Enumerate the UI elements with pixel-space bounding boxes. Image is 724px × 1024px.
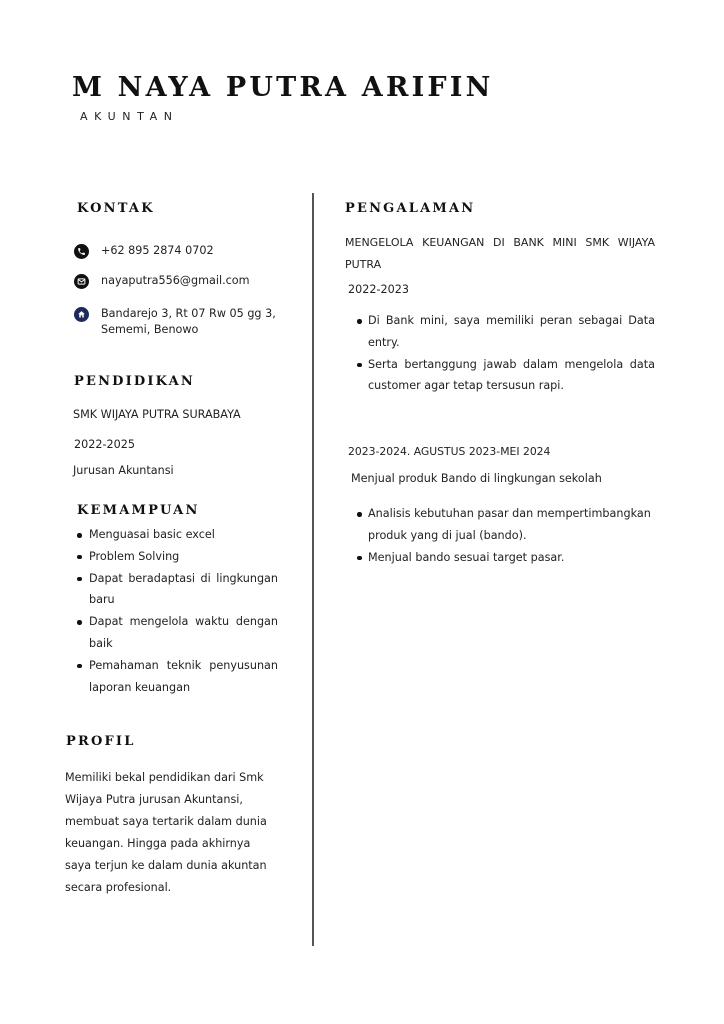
- profile-line: keuangan. Hingga pada akhirnya: [65, 837, 251, 850]
- profile-line: secara profesional.: [65, 881, 172, 894]
- bullet-icon: [77, 620, 82, 625]
- skills-list: [89, 524, 278, 698]
- skill-item: Dapat mengelola waktu dengan baik: [89, 611, 278, 655]
- skill-item: Dapat beradaptasi di lingkungan baru: [89, 568, 278, 612]
- phone-icon: [74, 244, 89, 259]
- bullet-icon: [357, 363, 362, 368]
- column-divider: [312, 193, 314, 946]
- address-line-2: Sememi, Benowo: [101, 323, 199, 336]
- contact-email[interactable]: nayaputra556@gmail.com: [101, 274, 250, 287]
- profile-heading: PROFIL: [66, 734, 136, 749]
- job-bullet-item: Di Bank mini, saya memiliki peran sebagai Data entry.: [368, 310, 655, 354]
- bullet-icon: [77, 555, 82, 560]
- job-bullet-item: Menjual bando sesuai target pasar.: [368, 547, 660, 569]
- bullet-icon: [357, 319, 362, 324]
- experience-heading: PENGALAMAN: [345, 201, 476, 216]
- job-2-period: 2023-2024. AGUSTUS 2023-MEI 2024: [348, 445, 551, 458]
- job-2-title: Menjual produk Bando di lingkungan sekolah: [351, 472, 602, 485]
- education-major: Jurusan Akuntansi: [73, 464, 174, 477]
- profile-line: Memiliki bekal pendidikan dari Smk: [65, 771, 264, 784]
- contact-address-row: [74, 307, 291, 338]
- skills-heading: KEMAMPUAN: [77, 503, 200, 518]
- skill-item: Menguasai basic excel: [89, 524, 278, 546]
- address-line-1: Bandarejo 3, Rt 07 Rw 05 gg 3,: [101, 307, 276, 320]
- skill-item: Problem Solving: [89, 546, 278, 568]
- job-1-period: 2022-2023: [348, 283, 409, 296]
- contact-phone-row: [74, 244, 214, 259]
- bullet-icon: [77, 577, 82, 582]
- home-icon: [74, 307, 89, 322]
- bullet-icon: [77, 664, 82, 669]
- candidate-name: M NAYA PUTRA ARIFIN: [72, 72, 494, 103]
- profile-line: membuat saya tertarik dalam dunia: [65, 815, 267, 828]
- contact-address: [101, 306, 291, 338]
- bullet-icon: [357, 512, 362, 517]
- profile-line: saya terjun ke dalam dunia akuntan: [65, 859, 267, 872]
- job-2-bullets: [368, 503, 660, 568]
- email-icon: [74, 274, 89, 289]
- bullet-icon: [77, 533, 82, 538]
- education-years: 2022-2025: [74, 438, 135, 451]
- job-bullet-item: Analisis kebutuhan pasar dan mempertimbangkan produk yang di jual (bando).: [368, 503, 660, 547]
- education-school: SMK WIJAYA PUTRA SURABAYA: [73, 408, 241, 421]
- job-1-bullets: [368, 310, 655, 397]
- bullet-icon: [357, 556, 362, 561]
- skill-item: Pemahaman teknik penyusunan laporan keuangan: [89, 655, 278, 699]
- job-bullet-item: Serta bertanggung jawab dalam mengelola data customer agar tetap tersusun rapi.: [368, 354, 655, 398]
- contact-phone: +62 895 2874 0702: [101, 244, 214, 257]
- profile-line: Wijaya Putra jurusan Akuntansi,: [65, 793, 243, 806]
- job-1-title: MENGELOLA KEUANGAN DI BANK MINI SMK WIJAYA PUTRA: [345, 236, 655, 271]
- profile-text: [65, 767, 280, 899]
- education-heading: PENDIDIKAN: [74, 374, 196, 389]
- contact-email-row: [74, 274, 250, 289]
- contact-heading: KONTAK: [77, 201, 155, 216]
- candidate-role: AKUNTAN: [80, 110, 179, 123]
